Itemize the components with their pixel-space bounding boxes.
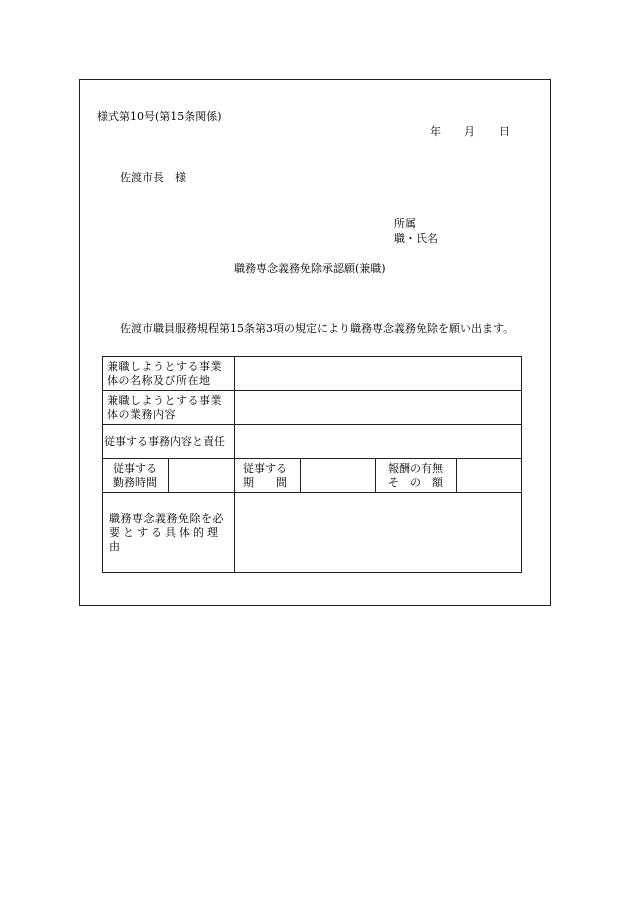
document-title: 職務専念義務免除承認願(兼職) (234, 262, 386, 275)
duties-responsibility-value[interactable] (235, 425, 522, 459)
date-month-label: 月 (464, 125, 475, 138)
date-day-label: 日 (499, 125, 510, 138)
name-label: 職・氏名 (394, 232, 438, 245)
work-hours-label: 従事する 勤務時間 (103, 459, 169, 493)
affiliation-label: 所属 (394, 217, 416, 230)
table-row (103, 459, 522, 493)
work-period-label: 従事する 期 間 (235, 459, 301, 493)
work-period-value[interactable] (301, 459, 376, 493)
date-year-label: 年 (430, 125, 441, 138)
business-name-address-value[interactable] (235, 357, 522, 391)
specific-reason-label: 職務専念義務免除を必 要とする具体的理由 (103, 493, 235, 573)
statement: 佐渡市職員服務規程第15条第3項の規定により職務専念義務免除を願い出ます。 (120, 322, 515, 335)
table-row (103, 391, 522, 425)
specific-reason-value[interactable] (235, 493, 522, 573)
business-content-label: 兼職しようとする事業 体の業務内容 (103, 391, 235, 425)
pay-label: 報酬の有無 そ の 額 (376, 459, 457, 493)
business-name-address-label: 兼職しようとする事業 体の名称及び所在地 (103, 357, 235, 391)
business-content-value[interactable] (235, 391, 522, 425)
table-row (103, 425, 522, 459)
work-hours-value[interactable] (169, 459, 235, 493)
addressee: 佐渡市長 様 (120, 171, 186, 184)
pay-value[interactable] (457, 459, 522, 493)
table-row (103, 357, 522, 391)
application-table (102, 356, 522, 573)
date-line (430, 125, 510, 138)
table-row (103, 493, 522, 573)
duties-responsibility-label: 従事する事務内容と責任 (103, 425, 235, 459)
form-number: 様式第10号(第15条関係) (97, 110, 222, 123)
